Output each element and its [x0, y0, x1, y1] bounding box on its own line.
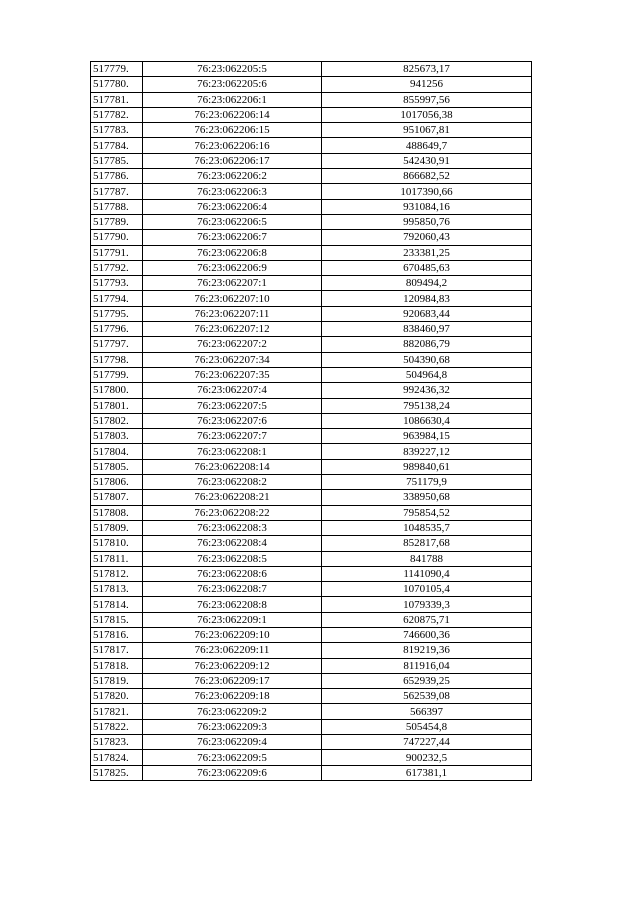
- cadastral-number-cell: 76:23:062205:6: [143, 77, 322, 92]
- table-row: [91, 444, 532, 459]
- row-number-cell: 517797.: [91, 337, 143, 352]
- cadastral-value-cell: 951067,81: [322, 123, 532, 138]
- row-number-cell: 517790.: [91, 230, 143, 245]
- cadastral-number-cell: 76:23:062207:2: [143, 337, 322, 352]
- cadastral-value-cell: 1070105,4: [322, 582, 532, 597]
- row-number-cell: 517784.: [91, 138, 143, 153]
- row-number-cell: 517806.: [91, 475, 143, 490]
- table-row: [91, 230, 532, 245]
- table-row: [91, 551, 532, 566]
- cadastral-number-cell: 76:23:062207:11: [143, 306, 322, 321]
- table-row: [91, 138, 532, 153]
- table-row: [91, 750, 532, 765]
- cadastral-value-cell: 989840,61: [322, 459, 532, 474]
- cadastral-number-cell: 76:23:062207:5: [143, 398, 322, 413]
- cadastral-value-cell: 819219,36: [322, 643, 532, 658]
- cadastral-number-cell: 76:23:062209:4: [143, 735, 322, 750]
- cadastral-number-cell: 76:23:062206:8: [143, 245, 322, 260]
- cadastral-value-cell: 795138,24: [322, 398, 532, 413]
- row-number-cell: 517821.: [91, 704, 143, 719]
- cadastral-number-cell: 76:23:062207:1: [143, 276, 322, 291]
- row-number-cell: 517802.: [91, 413, 143, 428]
- cadastral-value-cell: 963984,15: [322, 429, 532, 444]
- table-row: [91, 184, 532, 199]
- cadastral-number-cell: 76:23:062206:7: [143, 230, 322, 245]
- row-number-cell: 517799.: [91, 367, 143, 382]
- table-row: [91, 383, 532, 398]
- row-number-cell: 517809.: [91, 520, 143, 535]
- cadastral-number-cell: 76:23:062207:12: [143, 322, 322, 337]
- cadastral-number-cell: 76:23:062208:3: [143, 520, 322, 535]
- row-number-cell: 517781.: [91, 92, 143, 107]
- table-row: [91, 169, 532, 184]
- table-body: [91, 62, 532, 781]
- table-row: [91, 306, 532, 321]
- cadastral-value-cell: 488649,7: [322, 138, 532, 153]
- cadastral-value-cell: 562539,08: [322, 689, 532, 704]
- cadastral-value-cell: 795854,52: [322, 505, 532, 520]
- cadastral-value-cell: 792060,43: [322, 230, 532, 245]
- table-row: [91, 704, 532, 719]
- table-row: [91, 153, 532, 168]
- cadastral-value-cell: 838460,97: [322, 322, 532, 337]
- row-number-cell: 517796.: [91, 322, 143, 337]
- cadastral-number-cell: 76:23:062207:4: [143, 383, 322, 398]
- cadastral-value-cell: 995850,76: [322, 214, 532, 229]
- cadastral-value-cell: 120984,83: [322, 291, 532, 306]
- table-row: [91, 92, 532, 107]
- table-row: [91, 475, 532, 490]
- cadastral-value-cell: 839227,12: [322, 444, 532, 459]
- cadastral-value-cell: 920683,44: [322, 306, 532, 321]
- row-number-cell: 517823.: [91, 735, 143, 750]
- row-number-cell: 517818.: [91, 658, 143, 673]
- table-row: [91, 719, 532, 734]
- table-row: [91, 689, 532, 704]
- cadastral-value-cell: 751179,9: [322, 475, 532, 490]
- table-row: [91, 214, 532, 229]
- cadastral-number-cell: 76:23:062206:4: [143, 199, 322, 214]
- table-row: [91, 627, 532, 642]
- row-number-cell: 517819.: [91, 673, 143, 688]
- table-row: [91, 612, 532, 627]
- cadastral-number-cell: 76:23:062208:14: [143, 459, 322, 474]
- table-row: [91, 107, 532, 122]
- table-row: [91, 582, 532, 597]
- table-row: [91, 429, 532, 444]
- cadastral-number-cell: 76:23:062209:11: [143, 643, 322, 658]
- cadastral-number-cell: 76:23:062208:7: [143, 582, 322, 597]
- table-row: [91, 260, 532, 275]
- cadastral-value-cell: 747227,44: [322, 735, 532, 750]
- row-number-cell: 517820.: [91, 689, 143, 704]
- cadastral-number-cell: 76:23:062208:22: [143, 505, 322, 520]
- table-row: [91, 520, 532, 535]
- row-number-cell: 517816.: [91, 627, 143, 642]
- cadastral-number-cell: 76:23:062206:3: [143, 184, 322, 199]
- cadastral-number-cell: 76:23:062206:15: [143, 123, 322, 138]
- row-number-cell: 517783.: [91, 123, 143, 138]
- row-number-cell: 517825.: [91, 765, 143, 780]
- cadastral-number-cell: 76:23:062207:7: [143, 429, 322, 444]
- cadastral-value-cell: 670485,63: [322, 260, 532, 275]
- cadastral-value-cell: 746600,36: [322, 627, 532, 642]
- cadastral-value-cell: 900232,5: [322, 750, 532, 765]
- cadastral-value-cell: 504964,8: [322, 367, 532, 382]
- cadastral-value-cell: 566397: [322, 704, 532, 719]
- cadastral-number-cell: 76:23:062206:2: [143, 169, 322, 184]
- cadastral-number-cell: 76:23:062207:35: [143, 367, 322, 382]
- row-number-cell: 517817.: [91, 643, 143, 658]
- table-row: [91, 735, 532, 750]
- cadastral-value-cell: 1141090,4: [322, 566, 532, 581]
- cadastral-value-cell: 882086,79: [322, 337, 532, 352]
- cadastral-number-cell: 76:23:062208:1: [143, 444, 322, 459]
- table-row: [91, 459, 532, 474]
- cadastral-value-cell: 504390,68: [322, 352, 532, 367]
- table-row: [91, 77, 532, 92]
- table-row: [91, 337, 532, 352]
- row-number-cell: 517791.: [91, 245, 143, 260]
- cadastral-number-cell: 76:23:062206:9: [143, 260, 322, 275]
- row-number-cell: 517794.: [91, 291, 143, 306]
- cadastral-number-cell: 76:23:062209:2: [143, 704, 322, 719]
- cadastral-value-cell: 542430,91: [322, 153, 532, 168]
- cadastral-number-cell: 76:23:062208:2: [143, 475, 322, 490]
- cadastral-number-cell: 76:23:062206:5: [143, 214, 322, 229]
- cadastral-value-cell: 811916,04: [322, 658, 532, 673]
- cadastral-number-cell: 76:23:062208:21: [143, 490, 322, 505]
- table-row: [91, 123, 532, 138]
- row-number-cell: 517779.: [91, 62, 143, 77]
- cadastral-value-cell: 505454,8: [322, 719, 532, 734]
- row-number-cell: 517814.: [91, 597, 143, 612]
- table-row: [91, 673, 532, 688]
- table-row: [91, 413, 532, 428]
- row-number-cell: 517782.: [91, 107, 143, 122]
- cadastral-value-cell: 825673,17: [322, 62, 532, 77]
- cadastral-number-cell: 76:23:062209:18: [143, 689, 322, 704]
- table-row: [91, 643, 532, 658]
- cadastral-value-cell: 809494,2: [322, 276, 532, 291]
- row-number-cell: 517811.: [91, 551, 143, 566]
- cadastral-value-cell: 931084,16: [322, 199, 532, 214]
- cadastral-value-cell: 1086630,4: [322, 413, 532, 428]
- row-number-cell: 517789.: [91, 214, 143, 229]
- row-number-cell: 517793.: [91, 276, 143, 291]
- row-number-cell: 517801.: [91, 398, 143, 413]
- cadastral-number-cell: 76:23:062206:17: [143, 153, 322, 168]
- cadastral-number-cell: 76:23:062209:12: [143, 658, 322, 673]
- cadastral-number-cell: 76:23:062206:1: [143, 92, 322, 107]
- table-row: [91, 765, 532, 780]
- cadastral-value-cell: 841788: [322, 551, 532, 566]
- table-row: [91, 367, 532, 382]
- row-number-cell: 517780.: [91, 77, 143, 92]
- row-number-cell: 517803.: [91, 429, 143, 444]
- table-row: [91, 291, 532, 306]
- cadastral-value-cell: 855997,56: [322, 92, 532, 107]
- cadastral-number-cell: 76:23:062207:10: [143, 291, 322, 306]
- row-number-cell: 517808.: [91, 505, 143, 520]
- table-row: [91, 398, 532, 413]
- table-row: [91, 352, 532, 367]
- row-number-cell: 517786.: [91, 169, 143, 184]
- row-number-cell: 517795.: [91, 306, 143, 321]
- row-number-cell: 517824.: [91, 750, 143, 765]
- table-row: [91, 245, 532, 260]
- row-number-cell: 517805.: [91, 459, 143, 474]
- table-row: [91, 62, 532, 77]
- cadastral-value-cell: 866682,52: [322, 169, 532, 184]
- table-row: [91, 322, 532, 337]
- cadastral-value-cell: 620875,71: [322, 612, 532, 627]
- table-row: [91, 505, 532, 520]
- cadastral-value-cell: 338950,68: [322, 490, 532, 505]
- cadastral-number-cell: 76:23:062209:10: [143, 627, 322, 642]
- table-row: [91, 490, 532, 505]
- row-number-cell: 517812.: [91, 566, 143, 581]
- cadastral-number-cell: 76:23:062209:1: [143, 612, 322, 627]
- cadastral-value-cell: 1017390,66: [322, 184, 532, 199]
- row-number-cell: 517807.: [91, 490, 143, 505]
- cadastral-value-cell: 233381,25: [322, 245, 532, 260]
- cadastral-value-cell: 617381,1: [322, 765, 532, 780]
- row-number-cell: 517798.: [91, 352, 143, 367]
- cadastral-number-cell: 76:23:062209:6: [143, 765, 322, 780]
- cadastral-value-cell: 1017056,38: [322, 107, 532, 122]
- table-row: [91, 276, 532, 291]
- cadastral-number-cell: 76:23:062208:8: [143, 597, 322, 612]
- row-number-cell: 517785.: [91, 153, 143, 168]
- row-number-cell: 517800.: [91, 383, 143, 398]
- table-row: [91, 566, 532, 581]
- cadastral-value-table: [90, 61, 532, 781]
- cadastral-number-cell: 76:23:062208:6: [143, 566, 322, 581]
- table-row: [91, 199, 532, 214]
- cadastral-number-cell: 76:23:062209:5: [143, 750, 322, 765]
- cadastral-value-cell: 652939,25: [322, 673, 532, 688]
- row-number-cell: 517804.: [91, 444, 143, 459]
- cadastral-value-cell: 992436,32: [322, 383, 532, 398]
- cadastral-number-cell: 76:23:062206:14: [143, 107, 322, 122]
- row-number-cell: 517813.: [91, 582, 143, 597]
- cadastral-value-cell: 1048535,7: [322, 520, 532, 535]
- cadastral-number-cell: 76:23:062209:17: [143, 673, 322, 688]
- cadastral-number-cell: 76:23:062207:34: [143, 352, 322, 367]
- row-number-cell: 517822.: [91, 719, 143, 734]
- table-row: [91, 658, 532, 673]
- row-number-cell: 517788.: [91, 199, 143, 214]
- cadastral-number-cell: 76:23:062207:6: [143, 413, 322, 428]
- table-row: [91, 597, 532, 612]
- cadastral-value-cell: 1079339,3: [322, 597, 532, 612]
- row-number-cell: 517787.: [91, 184, 143, 199]
- cadastral-number-cell: 76:23:062208:4: [143, 536, 322, 551]
- cadastral-number-cell: 76:23:062205:5: [143, 62, 322, 77]
- table-row: [91, 536, 532, 551]
- row-number-cell: 517792.: [91, 260, 143, 275]
- row-number-cell: 517810.: [91, 536, 143, 551]
- cadastral-number-cell: 76:23:062208:5: [143, 551, 322, 566]
- cadastral-value-cell: 852817,68: [322, 536, 532, 551]
- cadastral-number-cell: 76:23:062206:16: [143, 138, 322, 153]
- cadastral-value-cell: 941256: [322, 77, 532, 92]
- cadastral-number-cell: 76:23:062209:3: [143, 719, 322, 734]
- row-number-cell: 517815.: [91, 612, 143, 627]
